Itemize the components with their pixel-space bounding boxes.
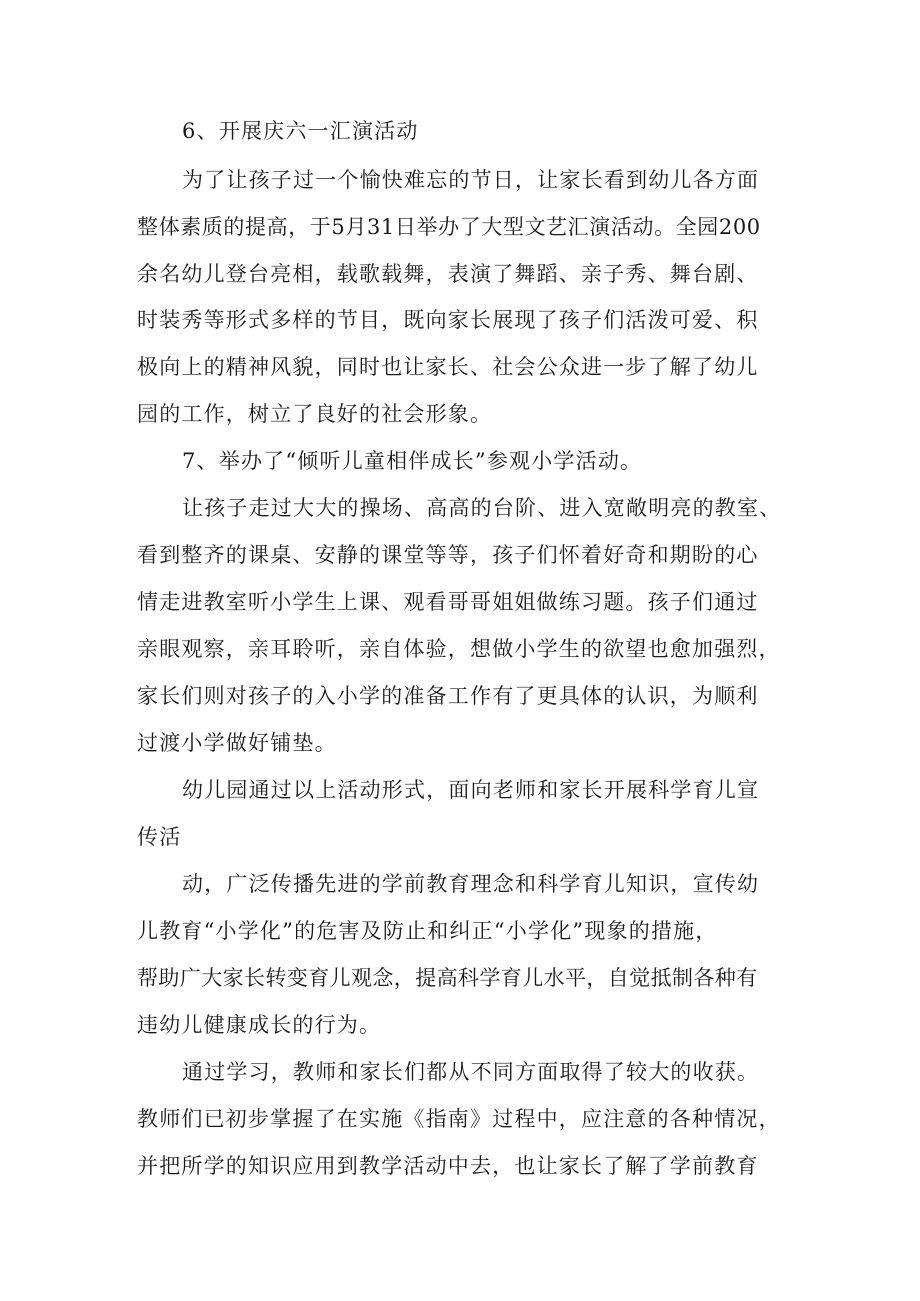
paragraph-line: 情走进教室听小学生上课、观看哥哥姐姐做练习题。孩子们通过 <box>137 590 759 614</box>
heading-7: 7、举办了“倾听儿童相伴成长”参观小学活动。 <box>182 449 643 473</box>
paragraph-line: 儿教育“小学化”的危害及防止和纠正“小学化”现象的措施， <box>137 919 718 943</box>
paragraph-line: 过渡小学做好铺垫。 <box>137 731 337 755</box>
paragraph-line: 通过学习，教师和家长们都从不同方面取得了较大的收获。 <box>182 1060 760 1084</box>
paragraph-line: 帮助广大家长转变育儿观念，提高科学育儿水平，自觉抵制各种有 <box>137 966 758 990</box>
paragraph-line: 极向上的精神风貌，同时也让家长、社会公众进一步了解了幼儿 <box>137 355 759 379</box>
paragraph-line: 亲眼观察，亲耳聆听，亲自体验，想做小学生的欲望也愈加强烈， <box>137 637 781 661</box>
paragraph-line: 余名幼儿登台亮相，载歌载舞，表演了舞蹈、亲子秀、舞台剧、 <box>137 262 759 286</box>
paragraph-line: 家长们则对孩子的入小学的准备工作有了更具体的认识，为顺利 <box>137 684 759 708</box>
paragraph-line: 时装秀等形式多样的节目，既向家长展现了孩子们活泼可爱、积 <box>137 308 759 332</box>
paragraph-line: 看到整齐的课桌、安静的课堂等等，孩子们怀着好奇和期盼的心 <box>137 543 759 567</box>
paragraph-line: 整体素质的提高，于5月31日举办了大型文艺汇演活动。全园200 <box>137 215 761 239</box>
paragraph-line: 传活 <box>137 825 182 849</box>
paragraph-line: 并把所学的知识应用到教学活动中去，也让家长了解了学前教育 <box>137 1154 759 1178</box>
paragraph-line: 为了让孩子过一个愉快难忘的节日，让家长看到幼儿各方面 <box>182 168 760 192</box>
paragraph-line: 动，广泛传播先进的学前教育理念和科学育儿知识，宣传幼 <box>182 872 760 896</box>
paragraph-line: 违幼儿健康成长的行为。 <box>137 1013 382 1037</box>
paragraph-line: 教师们已初步掌握了在实施《指南》过程中，应注意的各种情况， <box>137 1107 781 1131</box>
paragraph-line: 园的工作，树立了良好的社会形象。 <box>137 402 493 426</box>
paragraph-line: 让孩子走过大大的操场、高高的台阶、进入宽敞明亮的教室、 <box>182 496 782 520</box>
heading-6: 6、开展庆六一汇演活动 <box>182 119 419 143</box>
paragraph-line: 幼儿园通过以上活动形式，面向老师和家长开展科学育儿宣 <box>182 778 760 802</box>
